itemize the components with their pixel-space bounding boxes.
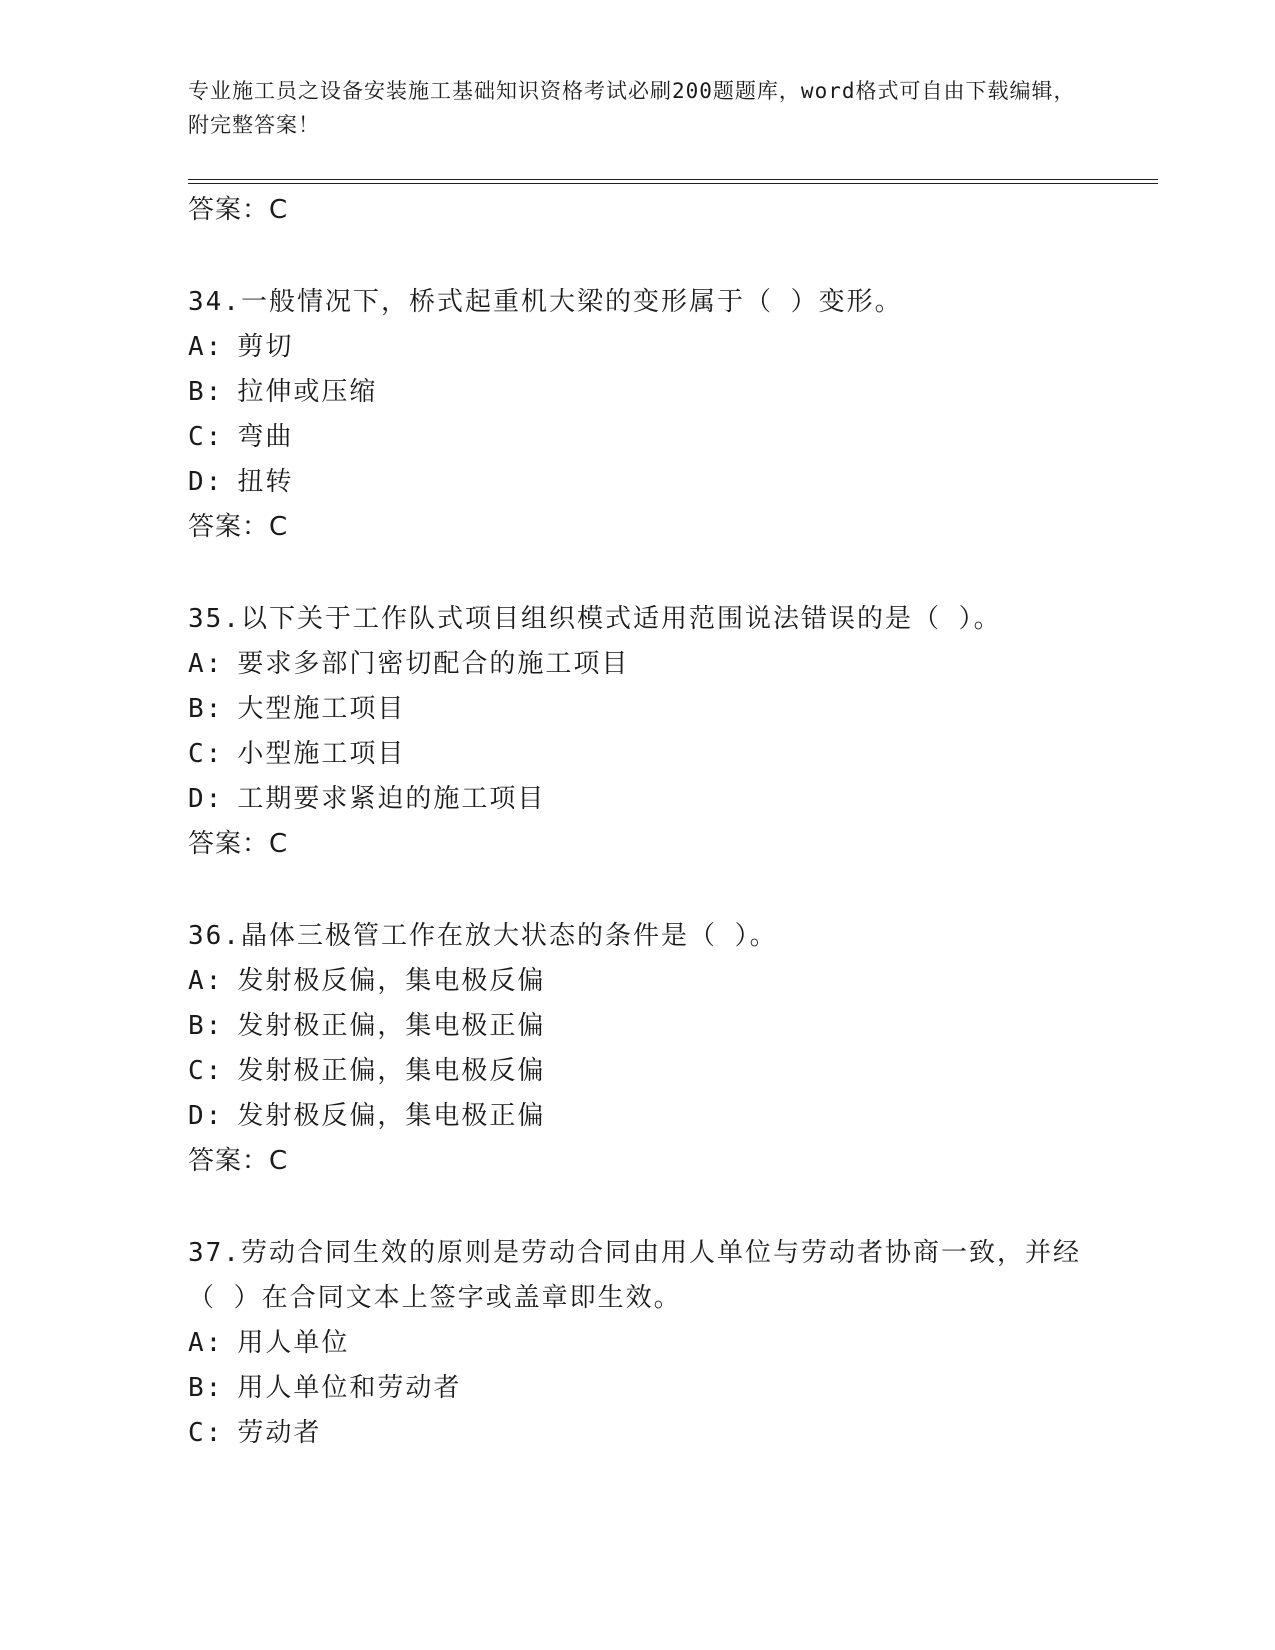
option-separator: : [205,377,224,407]
option-text: 要求多部门密切配合的施工项目 [237,649,630,679]
option-key: B [188,1011,206,1041]
option-text: 用人单位 [237,1328,350,1358]
option-key: C [188,739,206,769]
option-text: 用人单位和劳动者 [237,1373,462,1403]
answer-line: 答案：C [188,195,289,225]
option-c [188,415,1088,460]
option-d [188,460,1088,505]
option-key: C [188,422,206,452]
option-separator: : [205,694,224,724]
question-spacer [188,233,1088,280]
question-text: 36.晶体三极管工作在放大状态的条件是（ ）。 [188,921,778,951]
option-key: C [188,1418,206,1448]
option-b [188,687,1088,732]
option-separator: : [205,1373,224,1403]
option-separator: : [205,966,224,996]
option-text: 劳动者 [237,1418,322,1448]
option-key: A [188,332,206,362]
header-divider-top [188,179,1158,180]
question-spacer [188,1184,1088,1231]
option-c [188,732,1088,777]
question-text: 34.一般情况下，桥式起重机大梁的变形属于（ ）变形。 [188,287,903,317]
question-36 [188,914,1088,1184]
option-c [188,1411,1088,1456]
option-c [188,1049,1088,1094]
option-key: B [188,694,206,724]
option-key: D [188,1101,206,1131]
question-text: 37.劳动合同生效的原则是劳动合同由用人单位与劳动者协商一致，并经（ ）在合同文本上签字或盖章即生效。 [188,1238,1081,1313]
header-divider-bottom [188,183,1158,184]
option-d [188,777,1088,822]
option-b [188,370,1088,415]
option-separator: : [205,649,224,679]
option-b [188,1366,1088,1411]
question-list [188,188,1088,1456]
option-key: D [188,784,206,814]
option-separator: : [205,1011,224,1041]
option-separator: : [205,332,224,362]
question-34 [188,280,1088,550]
option-separator: : [205,1418,224,1448]
answer-line: 答案：C [188,829,289,859]
question-35 [188,597,1088,867]
option-a [188,325,1088,370]
option-text: 工期要求紧迫的施工项目 [237,784,546,814]
question-text: 35.以下关于工作队式项目组织模式适用范围说法错误的是（ ）。 [188,604,1002,634]
option-text: 扭转 [237,467,294,497]
option-d [188,1094,1088,1139]
option-separator: : [205,784,224,814]
option-key: A [188,966,206,996]
answer-line: 答案：C [188,1146,289,1176]
option-text: 发射极反偏，集电极正偏 [237,1101,546,1131]
option-key: A [188,1328,206,1358]
question-37 [188,1231,1088,1456]
option-text: 发射极正偏，集电极正偏 [237,1011,546,1041]
question-spacer [188,867,1088,914]
question-spacer [188,550,1088,597]
answer-line: 答案：C [188,512,289,542]
option-b [188,1004,1088,1049]
option-key: D [188,467,206,497]
option-text: 拉伸或压缩 [237,377,378,407]
option-key: C [188,1056,206,1086]
option-text: 发射极反偏，集电极反偏 [237,966,546,996]
document-title: 专业施工员之设备安装施工基础知识资格考试必刷200题题库，word格式可自由下载编辑，附完整答案！ [188,79,1076,137]
option-text: 大型施工项目 [237,694,406,724]
option-separator: : [205,1056,224,1086]
option-text: 剪切 [237,332,294,362]
option-text: 发射极正偏，集电极反偏 [237,1056,546,1086]
option-key: A [188,649,206,679]
option-separator: : [205,739,224,769]
option-a [188,642,1088,687]
option-separator: : [205,422,224,452]
option-separator: : [205,467,224,497]
option-separator: : [205,1101,224,1131]
option-key: B [188,1373,206,1403]
option-text: 小型施工项目 [237,739,406,769]
option-a [188,1321,1088,1366]
option-separator: : [205,1328,224,1358]
option-text: 弯曲 [237,422,294,452]
option-key: B [188,377,206,407]
option-a [188,959,1088,1004]
